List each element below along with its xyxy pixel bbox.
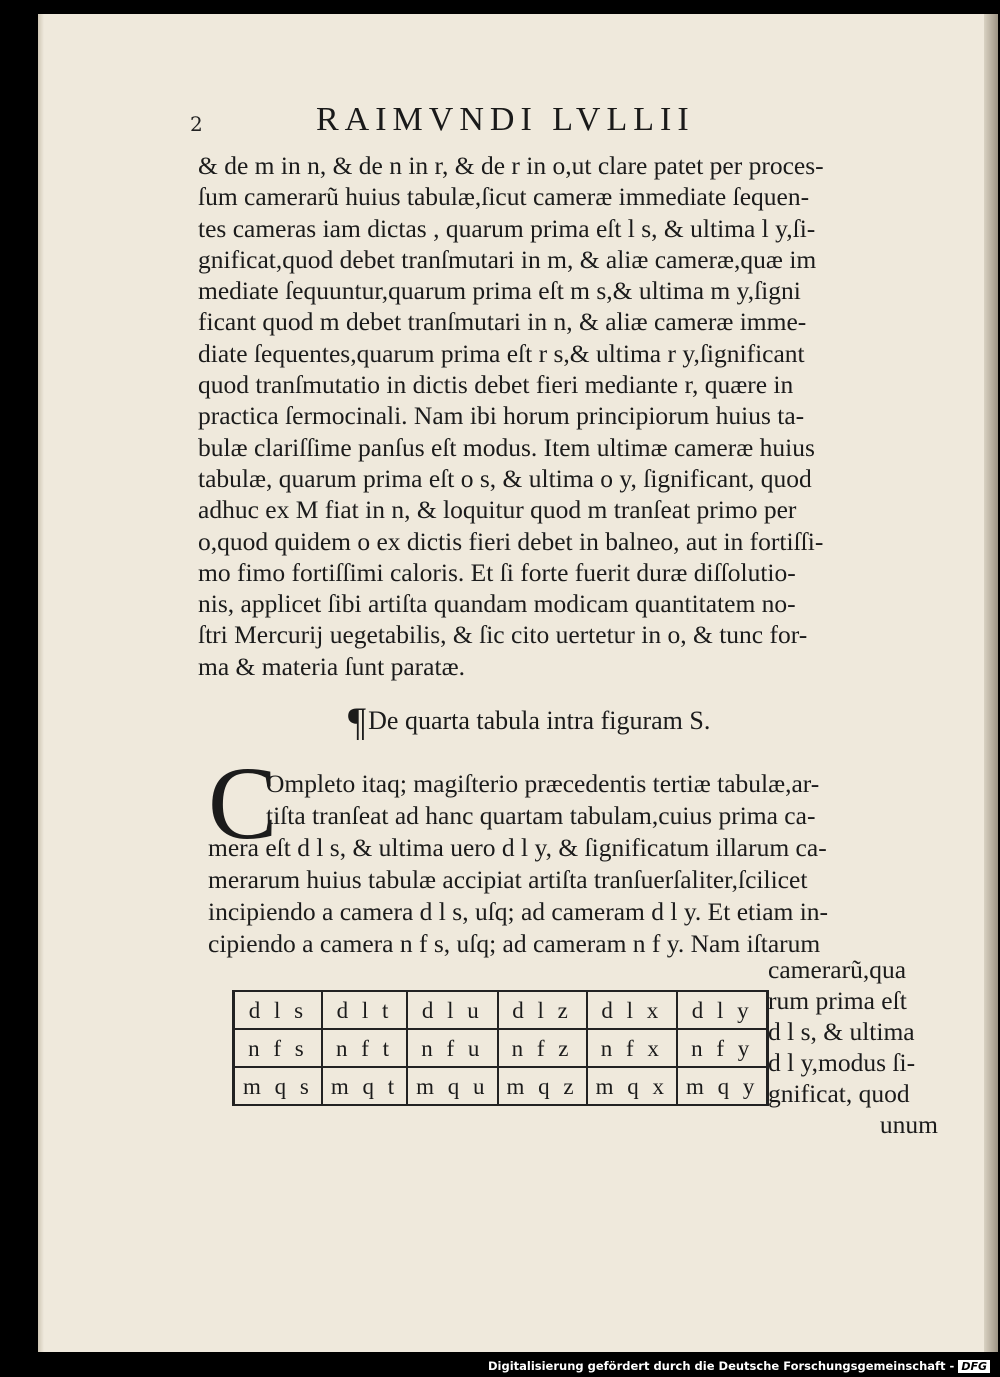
text-line: rum prima eſt <box>768 986 907 1015</box>
text-line: mera eſt d l s, & ultima uero d l y, & ſignificatum illarum ca- <box>208 833 827 862</box>
paragraph-2 <box>208 768 938 960</box>
text-line: tes cameras iam dictas , quarum prima eſt l s, & ultima l y,ſi- <box>198 213 816 243</box>
running-title: RAIMVNDI LVLLII <box>316 101 695 138</box>
table-cell: m q x <box>587 1067 677 1105</box>
camera-table <box>232 990 769 1106</box>
text-line: incipiendo a camera d l s, uſq; ad cameram d l y. Et etiam in- <box>208 897 829 926</box>
text-line: ſum camerarũ huius tabulæ,ſicut cameræ immediate ſequen- <box>198 182 810 212</box>
table-cell: d l u <box>407 991 497 1029</box>
table-cell: d l s <box>234 991 322 1029</box>
table-cell: n f t <box>322 1029 407 1067</box>
text-line: practica ſermocinali. Nam ibi horum principiorum huius ta- <box>198 401 805 431</box>
pilcrow-icon: ¶ <box>348 699 367 744</box>
text-line: tabulæ, quarum prima eſt o s, & ultima o y, ſignificant, quod <box>198 463 812 493</box>
text-line: merarum huius tabulæ accipiat artiſta tranſuerſaliter,ſcilicet <box>208 865 808 894</box>
footer-text: Digitalisierung gefördert durch die Deutsche Forschungsgemeinschaft - <box>487 1359 955 1373</box>
text-line: cipiendo a camera n f s, uſq; ad cameram n f y. Nam iſtarum <box>208 929 821 958</box>
table-cell: n f y <box>677 1029 768 1067</box>
text-line: ma & materia ſunt paratæ. <box>198 651 465 681</box>
table-row <box>234 1067 768 1105</box>
text-line: quod tranſmutatio in dictis debet fieri mediante r, quære in <box>198 370 794 400</box>
text-line: camerarũ,qua <box>768 955 907 984</box>
table-cell: d l z <box>498 991 587 1029</box>
drop-cap-initial: C <box>208 746 278 861</box>
text-line: mediate ſequuntur,quarum prima eſt m s,& ultima m y,ſigni <box>198 276 801 306</box>
table-cell: n f u <box>407 1029 497 1067</box>
dfg-logo: DFG <box>958 1360 990 1373</box>
table-cell: m q u <box>407 1067 497 1105</box>
text-line: gnificat,quod debet tranſmutari in m, & aliæ cameræ,quæ im <box>198 244 817 274</box>
table-cell: d l y <box>677 991 768 1029</box>
table-cell: m q z <box>498 1067 587 1105</box>
table-row <box>234 991 768 1029</box>
text-line: ſtri Mercurij uegetabilis, & ſic cito uertetur in o, & tunc for- <box>198 620 808 650</box>
table-cell: n f z <box>498 1029 587 1067</box>
text-line: mo fimo fortiſſimi caloris. Et ſi forte fuerit duræ diſſolutio- <box>198 557 796 587</box>
text-line: adhuc ex M fiat in n, & loquitur quod m tranſeat primo per <box>198 495 797 525</box>
text-line: unum <box>879 1110 938 1139</box>
page-mark: 2 <box>190 112 203 136</box>
side-text-column <box>768 954 938 1140</box>
text-line: d l y,modus ſi- <box>768 1048 916 1077</box>
text-line: & de m in n, & de n in r, & de r in o,ut clare patet per proces- <box>198 151 824 180</box>
page-gutter-shadow <box>984 14 998 1352</box>
text-line: d l s, & ultima <box>768 1017 915 1046</box>
table-cell: m q y <box>677 1067 768 1105</box>
table-cell: d l x <box>587 991 677 1029</box>
text-line: tiſta tranſeat ad hanc quartam tabulam,cuius prima ca- <box>266 801 816 830</box>
text-line: ficant quod m debet tranſmutari in n, & aliæ cameræ imme- <box>198 307 807 337</box>
table-cell: d l t <box>322 991 407 1029</box>
text-line: o,quod quidem o ex dictis fieri debet in balneo, aut in fortiſſi- <box>198 526 824 556</box>
text-line: gnificat, quod <box>768 1079 910 1108</box>
table-cell: m q t <box>322 1067 407 1105</box>
text-line: Ompleto itaq; magiſterio præcedentis tertiæ tabulæ,ar- <box>266 769 820 798</box>
text-line: bulæ clariſſime panſus eſt modus. Item ultimæ cameræ huius <box>198 432 815 462</box>
text-line: diate ſequentes,quarum prima eſt r s,& ultima r y,ſignificant <box>198 338 805 368</box>
table-cell: n f s <box>234 1029 322 1067</box>
table-cell: n f x <box>587 1029 677 1067</box>
section-heading-text: De quarta tabula intra figuram S. <box>368 706 711 735</box>
table-row <box>234 1029 768 1067</box>
text-line: nis, applicet ſibi artiſta quandam modicam quantitatem no- <box>198 589 796 619</box>
paragraph-1 <box>198 150 933 682</box>
section-heading <box>348 699 711 744</box>
digitization-footer <box>488 1359 990 1373</box>
table-cell: m q s <box>234 1067 322 1105</box>
page-edge-shadow <box>38 14 44 1352</box>
